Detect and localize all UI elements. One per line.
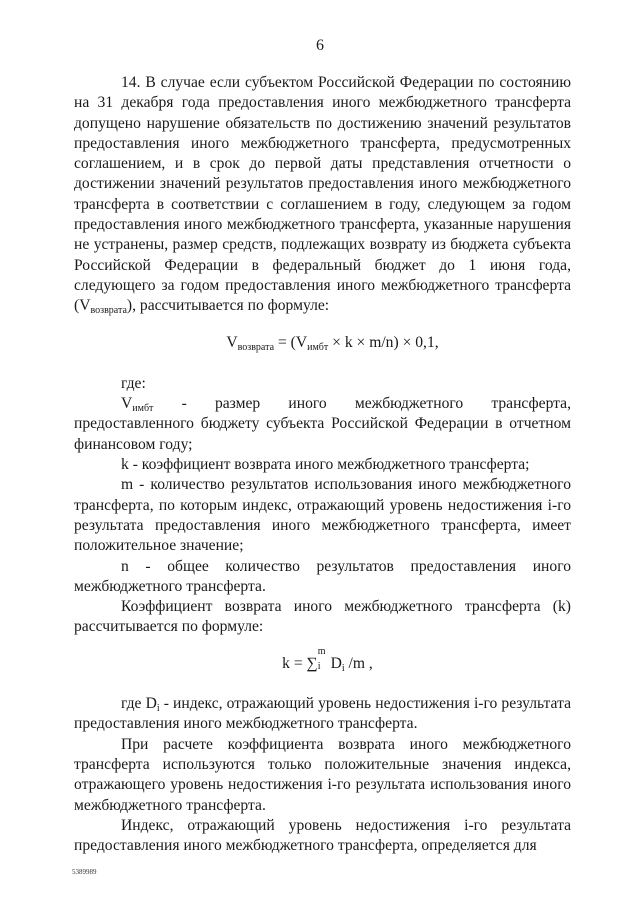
footer-code: 5389989 xyxy=(72,868,97,876)
calculation-note: При расчете коэффициента возврата иного межбюджетного трансферта используются только положительные значения индекса, отражающего уровень недостижения i-го результата использования иного межбюджетного трансферта. xyxy=(74,735,571,814)
v-return-subscript: возврата xyxy=(90,305,127,317)
k-intro: Коэффициент возврата иного межбюджетного трансферта (k) рассчитывается по формуле: xyxy=(74,598,571,636)
sum-lower-limit: i xyxy=(317,660,321,672)
v-symbol: V xyxy=(121,395,133,413)
document-body xyxy=(74,73,571,856)
n-definition: n - общее количество результатов предоставления иного межбюджетного трансферта. xyxy=(74,557,571,595)
formula-v: V xyxy=(226,333,238,351)
sum-upper-limit: m xyxy=(317,645,326,657)
v-definition-text: - размер иного межбюджетного трансферта, предоставленного бюджету субъекта Российской Федерации в отчетном финансовом году; xyxy=(74,395,571,453)
v-definition xyxy=(74,394,571,455)
return-formula xyxy=(74,333,571,353)
formula-mid: = (V xyxy=(274,333,308,351)
m-definition: m - количество результатов использования иного межбюджетного трансферта, по которым индекс, отражающий уровень недостижения i-го результата предоставления иного межбюджетного трансферта, имеет положительное значение; xyxy=(74,476,571,555)
k-formula-tail: /m , xyxy=(344,654,373,672)
v-definition-subscript: имбт xyxy=(132,403,154,415)
di-definition xyxy=(74,694,571,735)
formula-v-subscript: возврата xyxy=(237,341,275,353)
formula-tail: × k × m/n) × 0,1, xyxy=(328,333,439,351)
sum-limits xyxy=(317,645,327,672)
k-formula xyxy=(74,645,571,674)
di-where: где D xyxy=(121,695,157,713)
di-subscript: i xyxy=(156,703,160,715)
k-formula-d: D xyxy=(326,654,342,672)
k-definition: k - коэффициент возврата иного межбюджетного трансферта; xyxy=(121,456,530,474)
di-definition-text: - индекс, отражающий уровень недостижения i-го результата предоставления иного межбюджетного трансферта. xyxy=(74,695,571,733)
where-label: где: xyxy=(121,374,146,392)
paragraph-14 xyxy=(74,73,571,317)
formula-inner-subscript: имбт xyxy=(307,341,329,353)
paragraph-14-end: ), рассчитывается по формуле: xyxy=(126,297,330,315)
paragraph-14-text: 14. В случае если субъектом Российской Федерации по состоянию на 31 декабря года предоставления иного межбюджетного трансферта допущено нарушение обязательств по достижению значений результатов предоставления иного межбюджетного трансферта, предусмотренных соглашением, и в срок до первой даты представления отчетности о достижении значений результатов предоставления иного межбюджетного трансферта в соответствии с соглашением в году, следующем за годом предоставления иного межбюджетного трансферта, указанные нарушения не устранены, размер средств, подлежащих возврату из бюджета субъекта Российской Федерации в федеральный бюджет до 1 июня года, следующего за годом предоставления иного межбюджетного трансферта (V xyxy=(74,74,571,315)
k-formula-d-subscript: i xyxy=(341,662,345,674)
page-number: 6 xyxy=(316,37,324,54)
k-formula-lhs: k = ∑ xyxy=(282,654,318,672)
index-note: Индекс, отражающий уровень недостижения i-го результата предоставления иного межбюджетного трансферта, определяется для xyxy=(74,816,571,855)
